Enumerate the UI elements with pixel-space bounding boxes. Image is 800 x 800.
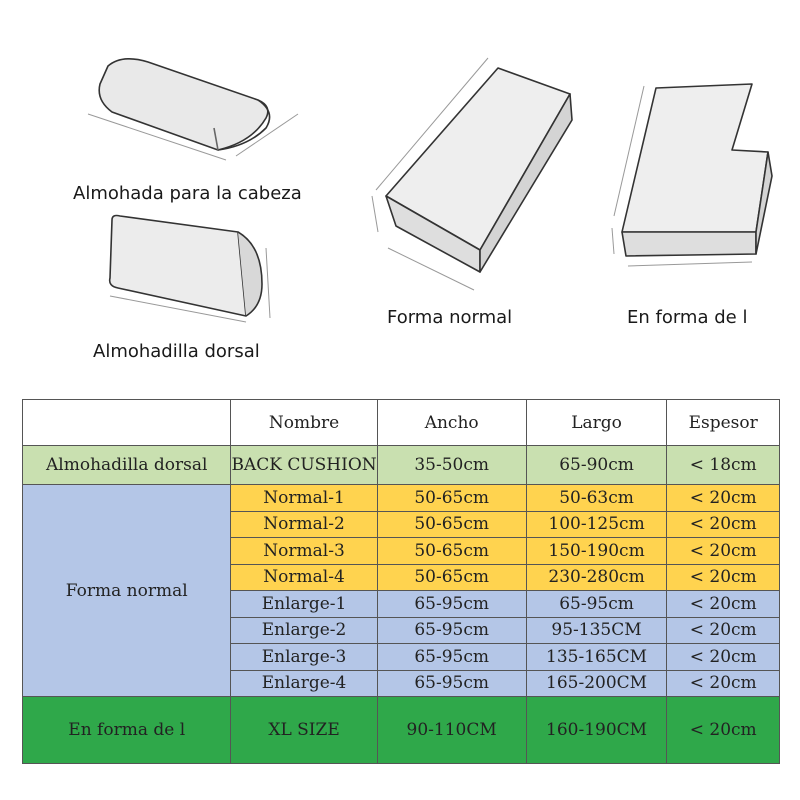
cell-length: 230-280cm	[526, 564, 667, 591]
cell-width: 50-65cm	[377, 564, 526, 591]
cell-name: Enlarge-2	[231, 617, 377, 644]
table-row	[23, 446, 780, 485]
cell-thickness: < 20cm	[667, 644, 780, 671]
table-header-row	[23, 400, 780, 446]
cell-width: 50-65cm	[377, 485, 526, 512]
l-shape-caption: En forma de l	[627, 307, 748, 328]
cell-name: Enlarge-1	[231, 591, 377, 618]
cell-name: Normal-1	[231, 485, 377, 512]
size-table	[22, 399, 780, 764]
cell-name: Normal-4	[231, 564, 377, 591]
normal-shape-caption: Forma normal	[387, 307, 513, 328]
cell-thickness: < 20cm	[667, 617, 780, 644]
cell-name: Enlarge-4	[231, 670, 377, 697]
cell-name: Normal-2	[231, 511, 377, 538]
cell-thickness: < 20cm	[667, 538, 780, 565]
back-cushion-drawing	[110, 216, 270, 323]
cell-width: 65-95cm	[377, 617, 526, 644]
cell-name: Enlarge-3	[231, 644, 377, 671]
cell-width: 65-95cm	[377, 670, 526, 697]
cell-thickness: < 20cm	[667, 670, 780, 697]
header-name: Nombre	[231, 400, 377, 446]
cell-name: BACK CUSHION	[231, 446, 377, 485]
header-thickness: Espesor	[667, 400, 780, 446]
header-blank	[23, 400, 231, 446]
cell-length: 135-165CM	[526, 644, 667, 671]
table-row	[23, 697, 780, 764]
group-normal-shape: Forma normal	[23, 485, 231, 697]
header-length: Largo	[526, 400, 667, 446]
cell-thickness: < 20cm	[667, 511, 780, 538]
cell-length: 100-125cm	[526, 511, 667, 538]
cell-thickness: < 20cm	[667, 697, 780, 764]
cell-width: 65-95cm	[377, 644, 526, 671]
cell-length: 65-90cm	[526, 446, 667, 485]
back-cushion-caption: Almohadilla dorsal	[93, 341, 260, 362]
cell-width: 65-95cm	[377, 591, 526, 618]
product-illustrations	[0, 0, 800, 380]
table-row	[23, 485, 780, 512]
cell-width: 90-110CM	[377, 697, 526, 764]
cell-length: 50-63cm	[526, 485, 667, 512]
cell-thickness: < 18cm	[667, 446, 780, 485]
cell-name: XL SIZE	[231, 697, 377, 764]
cell-width: 50-65cm	[377, 538, 526, 565]
head-pillow-caption: Almohada para la cabeza	[73, 183, 302, 204]
cell-length: 150-190cm	[526, 538, 667, 565]
normal-shape-drawing	[372, 58, 572, 290]
cell-thickness: < 20cm	[667, 564, 780, 591]
cell-thickness: < 20cm	[667, 591, 780, 618]
cell-length: 65-95cm	[526, 591, 667, 618]
header-width: Ancho	[377, 400, 526, 446]
cell-length: 165-200CM	[526, 670, 667, 697]
cell-length: 160-190CM	[526, 697, 667, 764]
head-pillow-drawing	[88, 59, 298, 160]
group-l-shape: En forma de l	[23, 697, 231, 764]
l-shape-drawing	[612, 84, 772, 266]
cell-name: Normal-3	[231, 538, 377, 565]
group-back-cushion: Almohadilla dorsal	[23, 446, 231, 485]
cell-thickness: < 20cm	[667, 485, 780, 512]
cell-width: 50-65cm	[377, 511, 526, 538]
cell-width: 35-50cm	[377, 446, 526, 485]
cell-length: 95-135CM	[526, 617, 667, 644]
